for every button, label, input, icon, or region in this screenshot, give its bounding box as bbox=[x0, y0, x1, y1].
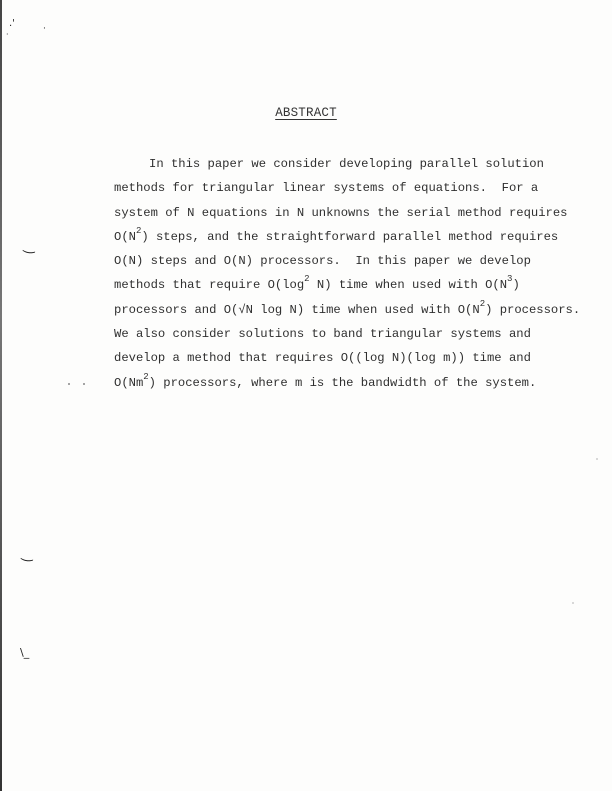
text-segment: O(Nm bbox=[114, 375, 144, 390]
superscript: 2 bbox=[479, 298, 486, 309]
scan-mark: .' bbox=[9, 18, 15, 29]
abstract-line bbox=[114, 322, 584, 346]
text-segment: processors and O(√N log N) time when used with O(N bbox=[114, 302, 480, 317]
abstract-line bbox=[114, 225, 584, 249]
abstract-title: ABSTRACT bbox=[275, 106, 337, 120]
abstract-line bbox=[114, 152, 584, 176]
text-segment: develop a method that requires O((log N)(log m)) time and bbox=[114, 351, 531, 366]
superscript: 3 bbox=[507, 274, 513, 285]
superscript: 2 bbox=[304, 274, 310, 285]
text-segment: ) processors, where m is the bandwidth of the system. bbox=[148, 375, 537, 390]
scan-speck bbox=[83, 383, 85, 385]
scan-mark: · bbox=[6, 30, 9, 39]
superscript: 2 bbox=[135, 225, 142, 236]
abstract-line bbox=[114, 176, 584, 200]
text-segment: O(N bbox=[114, 229, 136, 244]
text-segment: methods that require O(log bbox=[114, 278, 305, 293]
abstract-line bbox=[114, 249, 584, 273]
scan-speck bbox=[572, 602, 574, 604]
abstract-line bbox=[114, 346, 584, 370]
text-segment: In this paper we consider developing parallel solution bbox=[149, 157, 544, 171]
abstract-line bbox=[114, 298, 584, 322]
scan-mark: · bbox=[43, 24, 46, 34]
abstract-line bbox=[114, 371, 584, 395]
text-segment: system of N equations in N unknowns the serial method requires bbox=[114, 205, 568, 220]
text-segment: methods for triangular linear systems of equations. For a bbox=[114, 181, 539, 196]
abstract-line bbox=[114, 201, 584, 225]
text-segment: We also consider solutions to band triangular systems and bbox=[114, 327, 531, 342]
binding-mark: ‿ bbox=[22, 237, 37, 255]
abstract-line bbox=[114, 273, 584, 297]
text-segment: ) steps, and the straightforward parallel method requires bbox=[141, 229, 559, 244]
binding-mark: \_ bbox=[20, 646, 30, 659]
scan-speck bbox=[68, 383, 70, 385]
abstract-body bbox=[114, 152, 584, 395]
binding-mark: ‿ bbox=[20, 545, 35, 563]
text-segment: O(N) steps and O(N) processors. In this paper we develop bbox=[114, 254, 531, 269]
text-segment: ) processors. bbox=[485, 302, 581, 317]
text-segment: ) bbox=[512, 278, 520, 293]
text-segment: N) time when used with O(N bbox=[309, 278, 508, 293]
scan-speck bbox=[596, 458, 598, 460]
superscript: 2 bbox=[143, 371, 149, 382]
